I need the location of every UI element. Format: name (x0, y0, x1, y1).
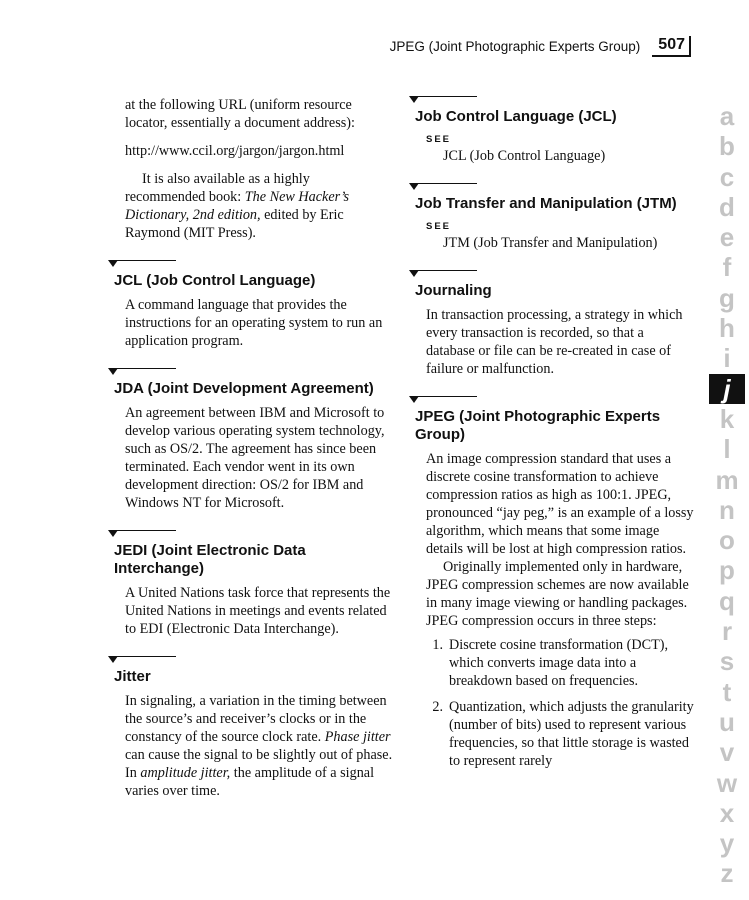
list-item (409, 636, 694, 690)
entry-marker (409, 396, 694, 404)
steps-list (409, 636, 694, 770)
thumb-letter-m: m (715, 464, 739, 495)
thumb-letter-l: l (723, 434, 731, 465)
entry-term: Job Transfer and Manipulation (JTM) (415, 195, 677, 212)
see-reference: JCL (Job Control Language) (443, 148, 606, 164)
list-item (409, 698, 694, 770)
thumb-index (709, 101, 745, 889)
entry-marker (108, 530, 393, 538)
continued-paragraph: at the following URL (uniform resource locator, essentially a document address): (125, 97, 355, 131)
entry-jpeg (409, 396, 694, 770)
see-label: SEE (426, 134, 452, 145)
list-text: Discrete cosine transformation (DCT), which converts image data into a breakdown based on frequencies. (449, 637, 669, 689)
thumb-letter-d: d (719, 191, 735, 222)
entry-marker (409, 96, 694, 104)
entry-jedi (108, 530, 393, 638)
thumb-letter-n: n (719, 494, 735, 525)
thumb-letter-u: u (719, 706, 735, 737)
thumb-letter-v: v (719, 737, 735, 768)
see-reference: JTM (Job Transfer and Manipulation) (443, 235, 658, 251)
entry-term: JEDI (Joint Electronic Data Interchange) (114, 542, 306, 577)
entry-definition: An agreement between IBM and Microsoft to develop various operating system technology, such as OS/2. The agreement has since been terminated. Each vendor went in its own development direction: OS/2 for IBM and Windows NT for Microsoft. (125, 405, 385, 511)
thumb-letter-w: w (716, 767, 738, 798)
entry-marker (409, 183, 694, 191)
thumb-letter-k: k (719, 403, 735, 434)
thumb-letter-c: c (719, 161, 735, 192)
see-label: SEE (426, 221, 452, 232)
list-text: Quantization, which adjusts the granularity (number of bits) used to represent various frequencies, so that little storage is wasted to represent rarely (449, 699, 694, 769)
entry-term: Job Control Language (JCL) (415, 108, 617, 125)
entry-marker (108, 368, 393, 376)
thumb-letter-t: t (722, 676, 732, 707)
right-column (409, 96, 694, 778)
thumb-letter-y: y (719, 828, 735, 859)
thumb-letter-g: g (719, 282, 735, 313)
entry-term: Journaling (415, 282, 492, 299)
entry-marker (108, 260, 393, 268)
thumb-letter-r: r (721, 616, 733, 647)
thumb-letter-x: x (719, 797, 735, 828)
thumb-letter-i: i (723, 343, 731, 374)
thumb-letter-q: q (719, 585, 735, 616)
thumb-letter-p: p (719, 555, 735, 586)
entry-term: JDA (Joint Development Agreement) (114, 380, 374, 397)
entry-jitter (108, 656, 393, 800)
jargon-url: http://www.ccil.org/jargon/jargon.html (125, 143, 345, 159)
thumb-letter-j-active: j (709, 374, 745, 404)
list-number: 2. (432, 699, 443, 715)
entry-job-control-language (409, 96, 694, 165)
entry-definition: An image compression standard that uses a discrete cosine transformation to achieve compression ratios as high as 100:1. JPEG, pronounced “jay peg,” is an example of a lossy algorithm, which means that some image details will be lost at high compression ratios. (426, 451, 694, 557)
thumb-letter-h: h (719, 313, 735, 344)
entry-journaling (409, 270, 694, 378)
entry-term: JCL (Job Control Language) (114, 272, 316, 289)
page-number: 507 (652, 36, 691, 57)
entry-definition: In transaction processing, a strategy in which every transaction is recorded, so that a database or file can be re-created in case of failure or malfunction. (426, 307, 683, 377)
entry-term: JPEG (Joint Photographic Experts Group) (415, 408, 661, 443)
thumb-letter-b: b (719, 131, 735, 162)
thumb-letter-f: f (722, 252, 732, 283)
thumb-letter-s: s (719, 646, 735, 677)
continued-paragraph-2: It is also available as a highly recommended book: The New Hacker’s Dictionary, 2nd edition, edited by Eric Raymond (MIT Press). (125, 171, 350, 241)
entry-term: Jitter (114, 668, 151, 685)
entry-jtm (409, 183, 694, 252)
thumb-letter-a: a (719, 101, 735, 131)
entry-jda (108, 368, 393, 512)
entry-definition: A United Nations task force that represents the United Nations in meetings and events related to EDI (Electronic Data Interchange). (125, 585, 391, 637)
entry-definition-2: Originally implemented only in hardware, JPEG compression schemes are now available in many image viewing or handling packages. JPEG compression occurs in three steps: (426, 559, 689, 629)
list-number: 1. (432, 637, 443, 653)
entry-marker (108, 656, 393, 664)
running-header (390, 36, 691, 57)
thumb-letter-o: o (719, 525, 735, 556)
thumb-letter-e: e (719, 222, 735, 253)
running-title: JPEG (Joint Photographic Experts Group) (389, 39, 641, 54)
entry-definition: A command language that provides the instructions for an operating system to run an application program. (125, 297, 383, 349)
left-column (108, 96, 393, 800)
entry-definition: In signaling, a variation in the timing between the source’s and receiver’s clocks or in the constancy of the source clock rate. Phase jitter can cause the signal to be slightly out of phase. In amplitude jitter, the amplitude of a signal varies over time. (125, 693, 393, 799)
thumb-letter-z: z (720, 858, 734, 889)
entry-jcl (108, 260, 393, 350)
entry-marker (409, 270, 694, 278)
